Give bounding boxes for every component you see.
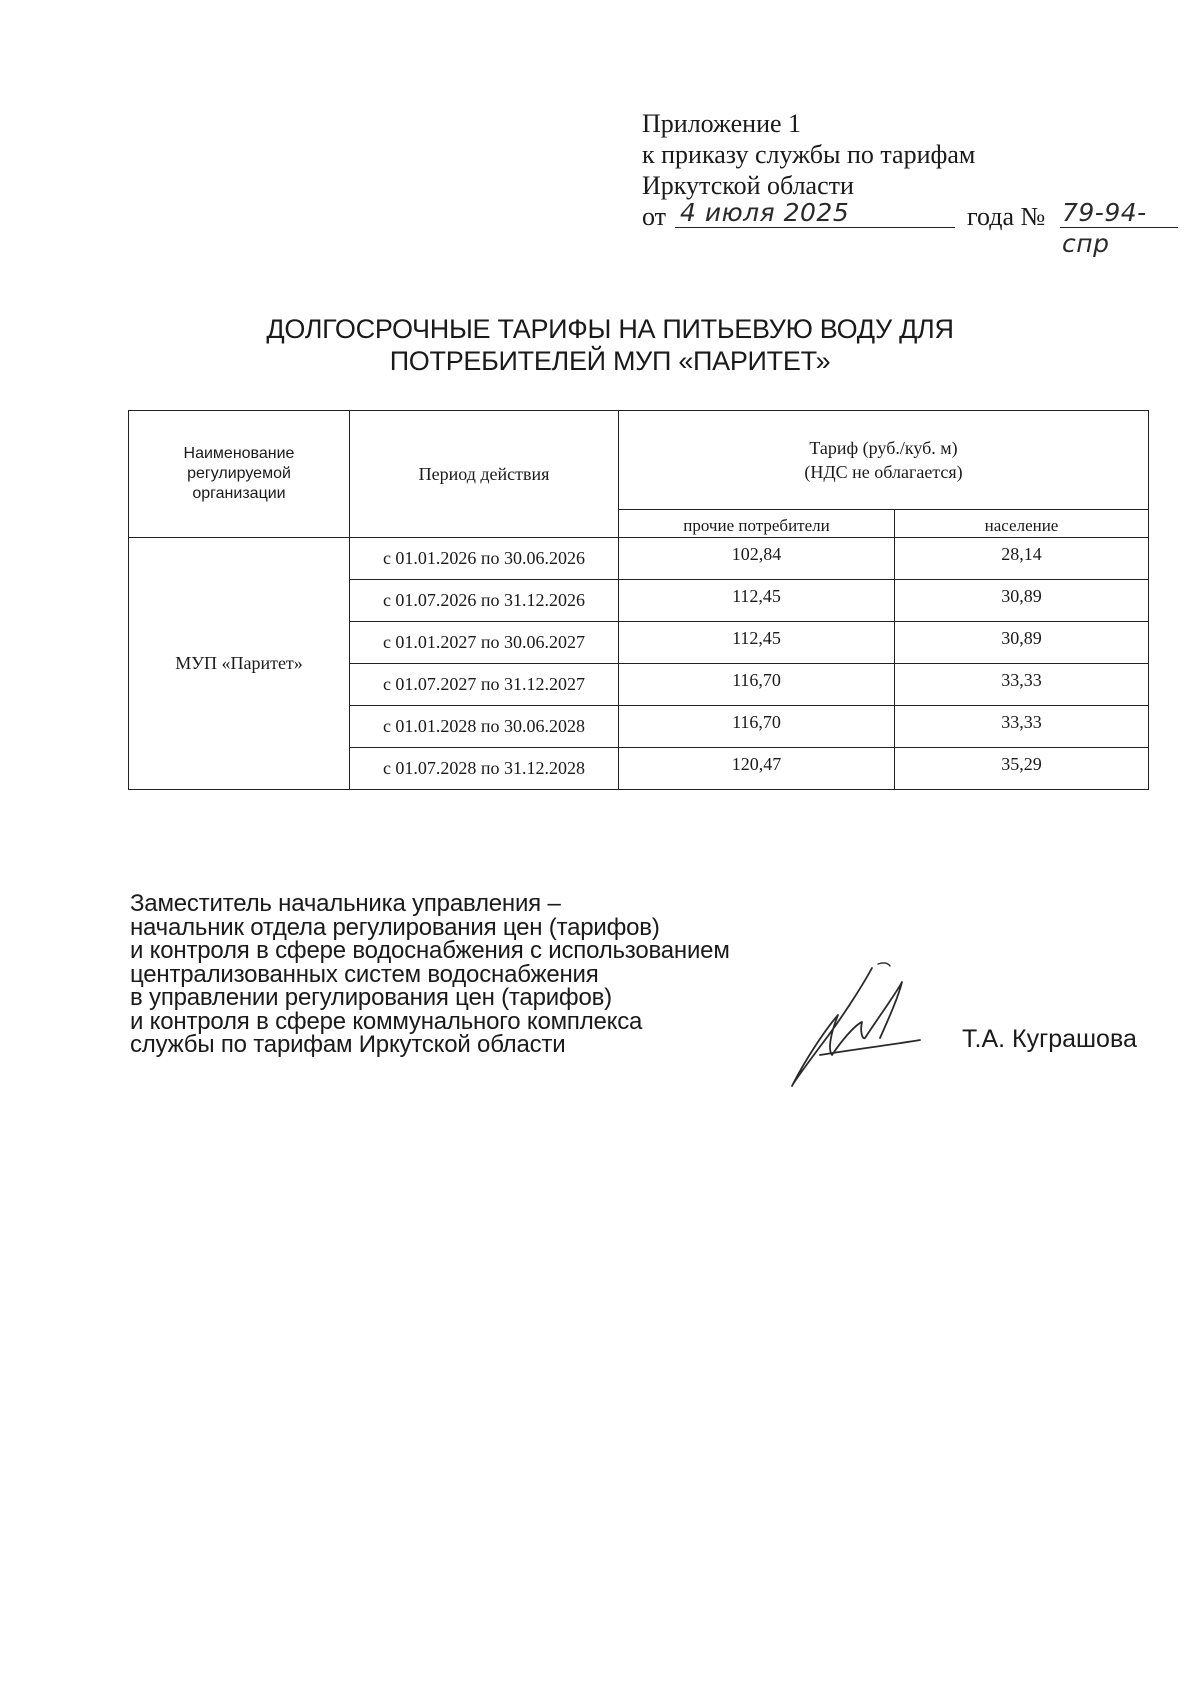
population-cell: 30,89 — [895, 580, 1149, 622]
header-org-line-2: регулируемой — [187, 465, 291, 482]
date-field — [675, 197, 955, 228]
order-number-field — [1060, 197, 1178, 258]
signer-line-4: централизованных систем водоснабжения — [130, 960, 599, 988]
handwritten-date: 4 июля 2025 — [680, 198, 850, 227]
period-cell: с 01.07.2027 по 31.12.2027 — [350, 664, 619, 706]
signer-line-7: службы по тарифам Иркутской области — [130, 1031, 566, 1058]
period-cell: с 01.01.2027 по 30.06.2027 — [350, 622, 619, 664]
header-tariff-line-2: (НДС не облагается) — [804, 462, 963, 482]
year-word: года № — [967, 202, 1046, 231]
title-line-2: ПОТРЕБИТЕЛЕЙ МУП «ПАРИТЕТ» — [389, 346, 831, 376]
header-org-line-3: организации — [192, 485, 286, 502]
header-population: население — [895, 510, 1149, 538]
other-consumers-cell: 116,70 — [619, 706, 895, 748]
tariff-table — [128, 410, 1149, 790]
table-row — [129, 538, 1149, 580]
appendix-line-1: Приложение 1 — [642, 109, 802, 138]
header-tariff — [619, 411, 1149, 510]
header-org-line-1: Наименование — [183, 445, 295, 462]
other-consumers-cell: 116,70 — [619, 664, 895, 706]
signer-position — [130, 892, 830, 1057]
appendix-line-2: к приказу службы по тарифам — [642, 140, 976, 169]
signer-line-5: в управлении регулирования цен (тарифов) — [130, 984, 612, 1011]
other-consumers-cell: 120,47 — [619, 748, 895, 790]
population-cell: 33,33 — [895, 664, 1149, 706]
signer-line-6: и контроля в сфере коммунального комплекса — [130, 1007, 643, 1035]
signer-line-2: начальник отдела регулирования цен (тарифов) — [130, 913, 660, 941]
population-cell: 30,89 — [895, 622, 1149, 664]
date-prefix: от — [642, 202, 667, 231]
period-cell: с 01.07.2026 по 31.12.2026 — [350, 580, 619, 622]
document-title — [140, 313, 1080, 377]
handwritten-signature — [780, 960, 930, 1090]
signer-name: Т.А. Куграшова — [962, 1025, 1137, 1053]
header-other-consumers: прочие потребители — [619, 510, 895, 538]
other-consumers-cell: 112,45 — [619, 580, 895, 622]
period-cell: с 01.07.2028 по 31.12.2028 — [350, 748, 619, 790]
other-consumers-cell: 112,45 — [619, 622, 895, 664]
population-cell: 35,29 — [895, 748, 1149, 790]
other-consumers-cell: 102,84 — [619, 538, 895, 580]
period-cell: с 01.01.2026 по 30.06.2026 — [350, 538, 619, 580]
organization-cell: МУП «Паритет» — [129, 538, 350, 790]
header-organization — [129, 411, 350, 538]
header-period: Период действия — [350, 411, 619, 538]
appendix-header — [642, 108, 1182, 258]
header-tariff-line-1: Тариф (руб./куб. м) — [809, 438, 958, 458]
population-cell: 28,14 — [895, 538, 1149, 580]
signer-line-1: Заместитель начальника управления – — [130, 890, 561, 917]
handwritten-order-number: 79-94-спр — [1062, 198, 1147, 258]
signer-line-3: и контроля в сфере водоснабжения с использованием — [130, 937, 730, 964]
population-cell: 33,33 — [895, 706, 1149, 748]
appendix-date-line — [642, 198, 1182, 258]
appendix-line-3: Иркутской области — [642, 171, 854, 200]
title-line-1: ДОЛГОСРОЧНЫЕ ТАРИФЫ НА ПИТЬЕВУЮ ВОДУ ДЛЯ — [266, 314, 954, 344]
period-cell: с 01.01.2028 по 30.06.2028 — [350, 706, 619, 748]
